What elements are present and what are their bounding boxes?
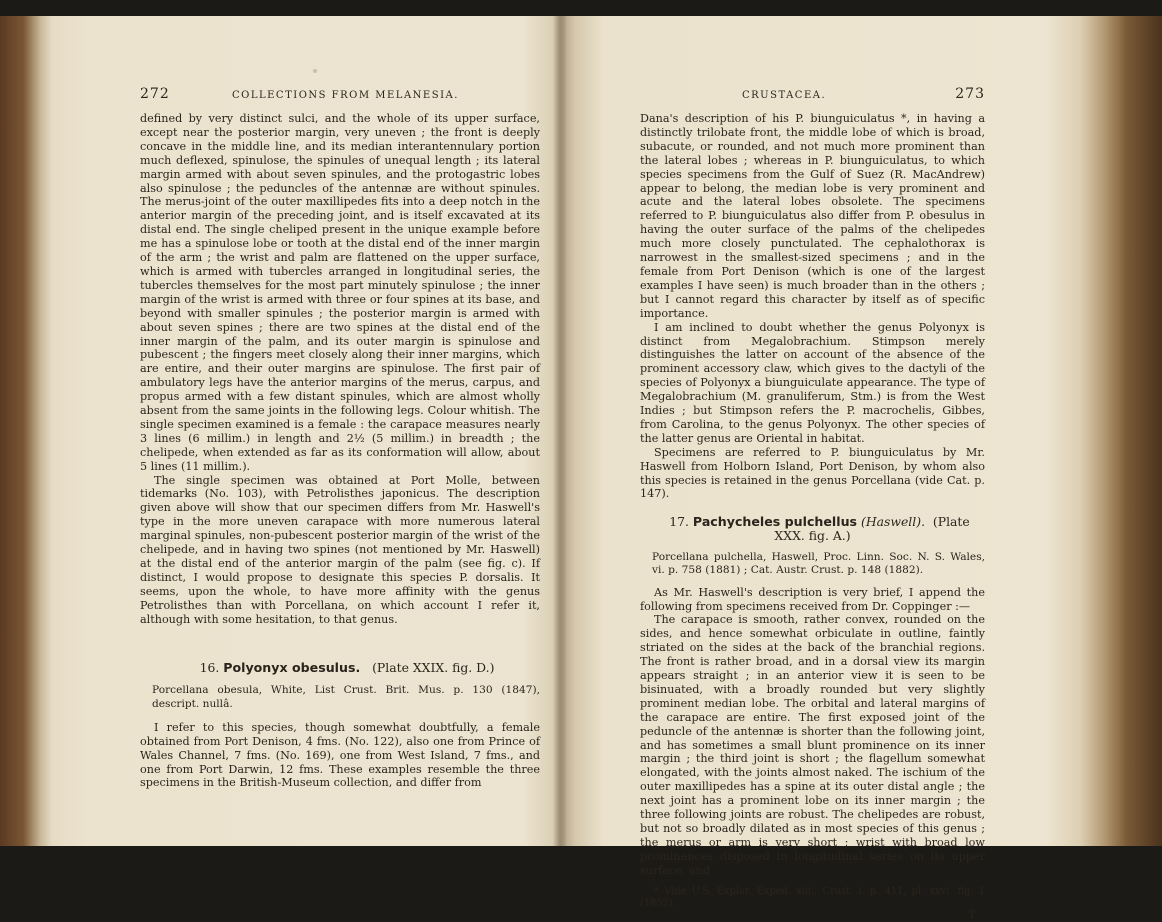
running-head-left: COLLECTIONS FROM MELANESIA. [232, 90, 459, 101]
species-name: Polyonyx obesulus. [223, 659, 361, 675]
paragraph: Dana's description of his P. biunguiculatus *, in having a distinctly trilobate front, the middle lobe of which is broad, subacute, or rounded, and not much more prominent than the lateral lobes ; whereas in P. biunguiculatus, to which species specimens from the Gulf of Suez (R. MacAndrew) appear to belong, the median lobe is very prominent and acute and the lateral lobes obsolete. The specimens referred to P. biunguiculatus also differ from P. obesulus in having the outer surface of the palms of the chelipedes much more closely punctulated. The cephalothorax is narrowest in the smallest-sized specimens ; and in the female from Port Denison (which is one of the largest examples I have seen) is much broader than in the others ; but I cannot regard this character by itself as of specific importance. [640, 112, 985, 320]
paragraph: As Mr. Haswell's description is very brief, I append the following from specimens received from Dr. Coppinger :— [640, 585, 985, 613]
synonymy: Porcellana pulchella, Haswell, Proc. Linn. Soc. N. S. Wales, vi. p. 758 (1881) ; Cat. Austr. Crust. p. 148 (1882). [652, 551, 985, 577]
paragraph: The carapace is smooth, rather convex, rounded on the sides, and hence somewhat orbiculate in outline, faintly striated on the sides at the back of the branchial regions. The front is rather broad, and in a dorsal view its margin appears straight ; in an anterior view it is seen to be bisinuated, with a broadly rounded but very slightly prominent median lobe. The orbital and lateral margins of the carapace are entire. The first exposed joint of the peduncle of the antennæ is shorter than the following joint, and has sometimes a small blunt prominence on its inner margin ; the third joint is short ; the flagellum somewhat elongated, with the joints almost naked. The ischium of the outer maxillipedes has a spine at its outer distal angle ; the next joint has a prominent lobe on its inner margin ; the three following joints are robust. The chelipedes are robust, but not so broadly dilated as in most species of this genus ; the merus or arm is very short ; wrist with broad low prominences disposed in longitudinal series on its upper surface, and [640, 613, 985, 877]
right-page [640, 16, 985, 921]
section-heading-17 [640, 515, 985, 543]
right-body [640, 112, 985, 922]
left-page [140, 16, 540, 846]
paragraph: Specimens are referred to P. biunguiculatus by Mr. Haswell from Holborn Island, Port Denison, by whom also this species is retained in the genus Porcellana (vide Cat. p. 147). [640, 445, 985, 501]
section-number: 16. [199, 659, 220, 675]
paragraph: I am inclined to doubt whether the genus Polyonyx is distinct from Megalobrachium. Stimpson merely distinguishes the latter on account of the absence of the prominent accessory claw, which gives to the dactyli of the species of Polyonyx a biunguiculate appearance. The type of Megalobrachium (M. granuliferum, Stm.) is from the West Indies ; but Stimpson refers the P. macrochelis, Gibbes, from Carolina, to the genus Polyonyx. The other species of the latter genus are Oriental in habitat. [640, 320, 985, 445]
left-body [140, 112, 540, 790]
page-number-right: 273 [955, 86, 985, 102]
running-head-right: CRUSTACEA. [742, 90, 827, 101]
signature-mark: T [968, 909, 975, 921]
paragraph: I refer to this species, though somewhat doubtfully, a female obtained from Port Denison, 4 fms. (No. 122), also one from Prince of Wales Channel, 7 fms. (No. 169), one from West Island, 7 fms., and one from Port Darwin, 12 fms. These examples resemble the three specimens in the British-Museum collection, and differ from [140, 720, 540, 790]
plate-reference: (Plate XXX. fig. A.) [774, 514, 970, 544]
open-book [0, 16, 1162, 921]
section-number: 17. [669, 514, 689, 530]
paragraph: The single specimen was obtained at Port Molle, between tidemarks (No. 103), with Petrolisthes japonicus. The description given above will show that our specimen differs from Mr. Haswell's type in the more uneven carapace with more numerous lateral marginal spinules, non-pubescent posterior margin of the wrist of the chelipede, and in having two spines (not mentioned by Mr. Haswell) at the distal end of the anterior margin of the palm (see fig. c). If distinct, I would propose to designate this species P. dorsalis. It seems, upon the whole, to have more affinity with the genus Petrolisthes than with Porcellana, on which account I refer it, although with some hesitation, to that genus. [140, 473, 540, 626]
plate-reference: (Plate XXIX. fig. D.) [372, 659, 495, 675]
species-name: Pachycheles pulchellus [692, 514, 858, 530]
page-number-left: 272 [140, 86, 170, 102]
left-header [140, 88, 540, 108]
species-author: (Haswell). [860, 514, 926, 530]
right-header [640, 88, 985, 108]
synonymy: Porcellana obesula, White, List Crust. Brit. Mus. p. 130 (1847), descript. nullâ. [152, 684, 540, 710]
paragraph: defined by very distinct sulci, and the whole of its upper surface, except near the posterior margin, very uneven ; the front is deeply concave in the middle line, and its median interantennulary portion much deflexed, spinulose, the spinules of unequal length ; its lateral margin armed with about seven spinules, and the protogastric lobes also spinulose ; the peduncles of the antennæ are without spinules. The merus-joint of the outer maxillipedes fits into a deep notch in the anterior margin of the preceding joint, and is itself excavated at its distal end. The single cheliped present in the unique example before me has a spinulose lobe or tooth at the distal end of the inner margin of the arm ; the wrist and palm are flattened on the upper surface, which is armed with tubercles arranged in longitudinal series, the tubercles themselves for the most part minutely spinulose ; the inner margin of the wrist is armed with three or four spines at its base, and beyond with smaller spinules ; the posterior margin is armed with about seven spines ; there are two spines at the distal end of the inner margin of the palm, and its outer margin is spinulose and pubescent ; the fingers meet closely along their inner margins, which are entire, and their outer margins are spinulose. The first pair of ambulatory legs have the anterior margins of the merus, carpus, and propus armed with a few distant spinules, which are almost wholly absent from the same joints in the following legs. Colour whitish. The single specimen examined is a female : the carapace measures nearly 3 lines (6 millim.) in length and 2½ (5 millim.) in breadth ; the chelipede, when extended as far as its conformation will allow, about 5 lines (11 millim.). [140, 112, 540, 473]
book-gutter [553, 16, 567, 846]
section-heading-16 [140, 661, 540, 675]
footnote: * Vide U.S. Explor. Exped. xiii., Crust. i. p. 411, pl. xxvi. fig. 1 (1852). [640, 885, 985, 909]
